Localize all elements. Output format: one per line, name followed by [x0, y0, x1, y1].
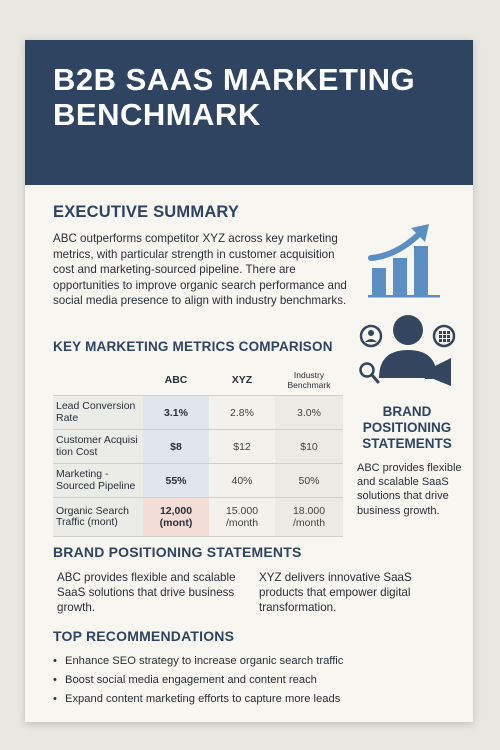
table-row	[53, 498, 343, 537]
metrics-heading: KEY MARKETING METRICS COMPARISON	[53, 339, 333, 354]
table-header-row	[53, 365, 343, 396]
table-row	[53, 396, 343, 430]
header-banner	[25, 40, 473, 185]
benchmark-value: $10	[275, 430, 343, 464]
executive-summary-text: ABC outperforms competitor XYZ across key marketing metrics, with particular strength in customer acquisition cost and marketing-sourced pipeline. There are opportunities to improve organic search performance and social media presence to align with industry benchmarks.	[53, 232, 347, 308]
sidebar-text: ABC provides flexible and scalable SaaS solutions that drive business growth.	[357, 462, 462, 517]
recommendations-list	[53, 652, 343, 709]
list-item: • Boost social media engagement and content reach	[53, 671, 343, 690]
benchmark-value: 50%	[275, 464, 343, 498]
metrics-table	[53, 365, 343, 537]
xyz-value: 2.8%	[209, 396, 275, 430]
col-industry-benchmark: Industry Benchmark	[287, 370, 331, 390]
list-item: • Enhance SEO strategy to increase organic search traffic	[53, 652, 343, 671]
table-row	[53, 464, 343, 498]
col-abc: ABC	[164, 374, 188, 386]
audience-marketing-icon	[357, 308, 462, 390]
abc-value: 55%	[143, 464, 209, 498]
benchmark-value: 18.000 /month	[275, 498, 343, 537]
recommendations-heading: TOP RECOMMENDATIONS	[53, 628, 235, 644]
brand-heading: BRAND POSITIONING STATEMENTS	[53, 544, 302, 560]
abc-value: $8	[143, 430, 209, 464]
abc-value: 3.1%	[143, 396, 209, 430]
col-xyz: XYZ	[231, 374, 253, 386]
brand-abc-text: ABC provides flexible and scalable SaaS solutions that drive business growth.	[57, 571, 236, 614]
benchmark-value: 3.0%	[275, 396, 343, 430]
row-label: Marketing - Sourced Pipeline	[53, 464, 143, 498]
row-label: Customer Acquisi tion Cost	[53, 430, 143, 464]
row-label: Organic Search Traffic (mont)	[53, 498, 143, 537]
header-metric	[53, 365, 143, 396]
row-label: Lead Conversion Rate	[53, 396, 143, 430]
abc-value: 12,000 (mont)	[143, 498, 209, 537]
table-row	[53, 430, 343, 464]
executive-summary-heading: EXECUTIVE SUMMARY	[53, 203, 240, 221]
xyz-value: $12	[209, 430, 275, 464]
report-title: B2B SAAS MARKETING BENCHMARK	[53, 62, 416, 132]
report-page	[25, 40, 473, 722]
sidebar-title: BRAND POSITIONING STATEMENTS	[362, 404, 452, 451]
growth-chart-icon	[365, 220, 445, 300]
brand-xyz-text: XYZ delivers innovative SaaS products that empower digital transformation.	[259, 571, 412, 614]
xyz-value: 40%	[209, 464, 275, 498]
xyz-value: 15.000 /month	[209, 498, 275, 537]
list-item: • Expand content marketing efforts to capture more leads	[53, 690, 343, 709]
